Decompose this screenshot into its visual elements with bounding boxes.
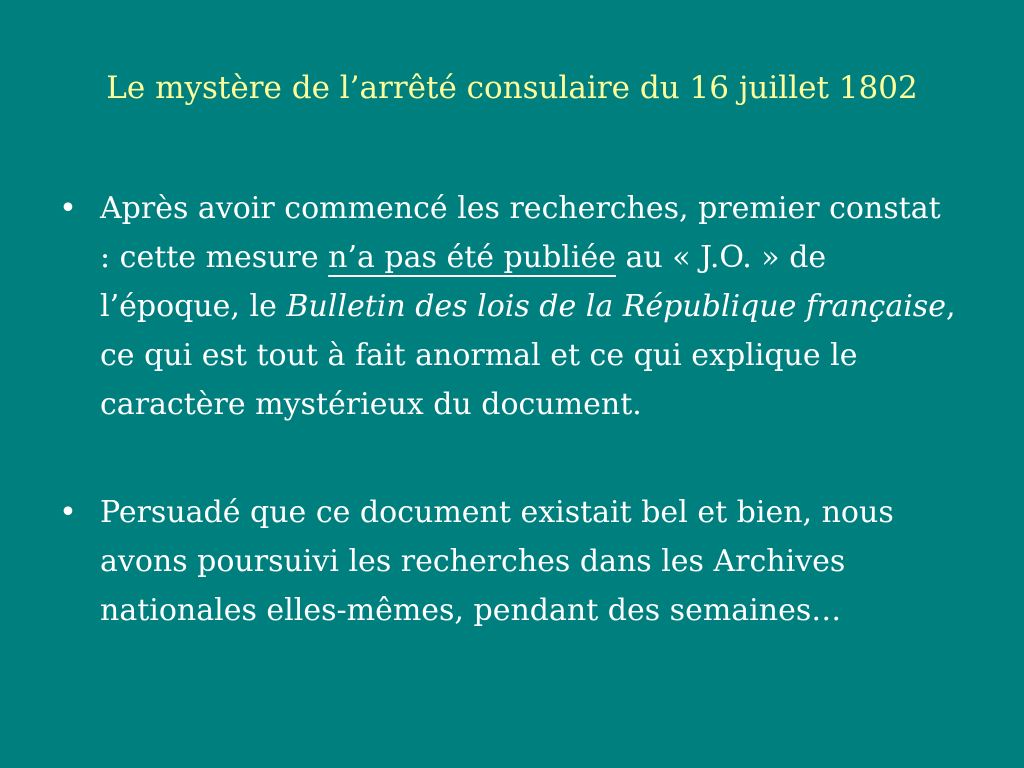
bullet-text: , ce qui est tout à fait anormal et ce qui explique le caractère mystérieux du document.: [100, 289, 956, 422]
bullet-text: au « J.O. » de l’époque, le: [100, 240, 827, 324]
bullet-text: Après avoir commencé les recherches, premier constat : cette mesure: [100, 191, 941, 275]
bullet-item: [58, 184, 958, 429]
bullet-icon: •: [59, 495, 77, 530]
bullet-text: Persuadé que ce document existait bel et bien, nous avons poursuivi les recherches dans les Archives nationales elles-mêmes, pendant des semaines…: [100, 495, 894, 628]
publication-title: Bulletin des lois de la République française: [286, 289, 946, 324]
slide-title: Le mystère de l’arrêté consulaire du 16 juillet 1802: [106, 70, 918, 106]
underlined-phrase: n’a pas été publiée: [328, 240, 616, 275]
bullet-item: [58, 488, 958, 635]
bullet-icon: •: [59, 191, 77, 226]
bullet-list: [58, 184, 958, 635]
